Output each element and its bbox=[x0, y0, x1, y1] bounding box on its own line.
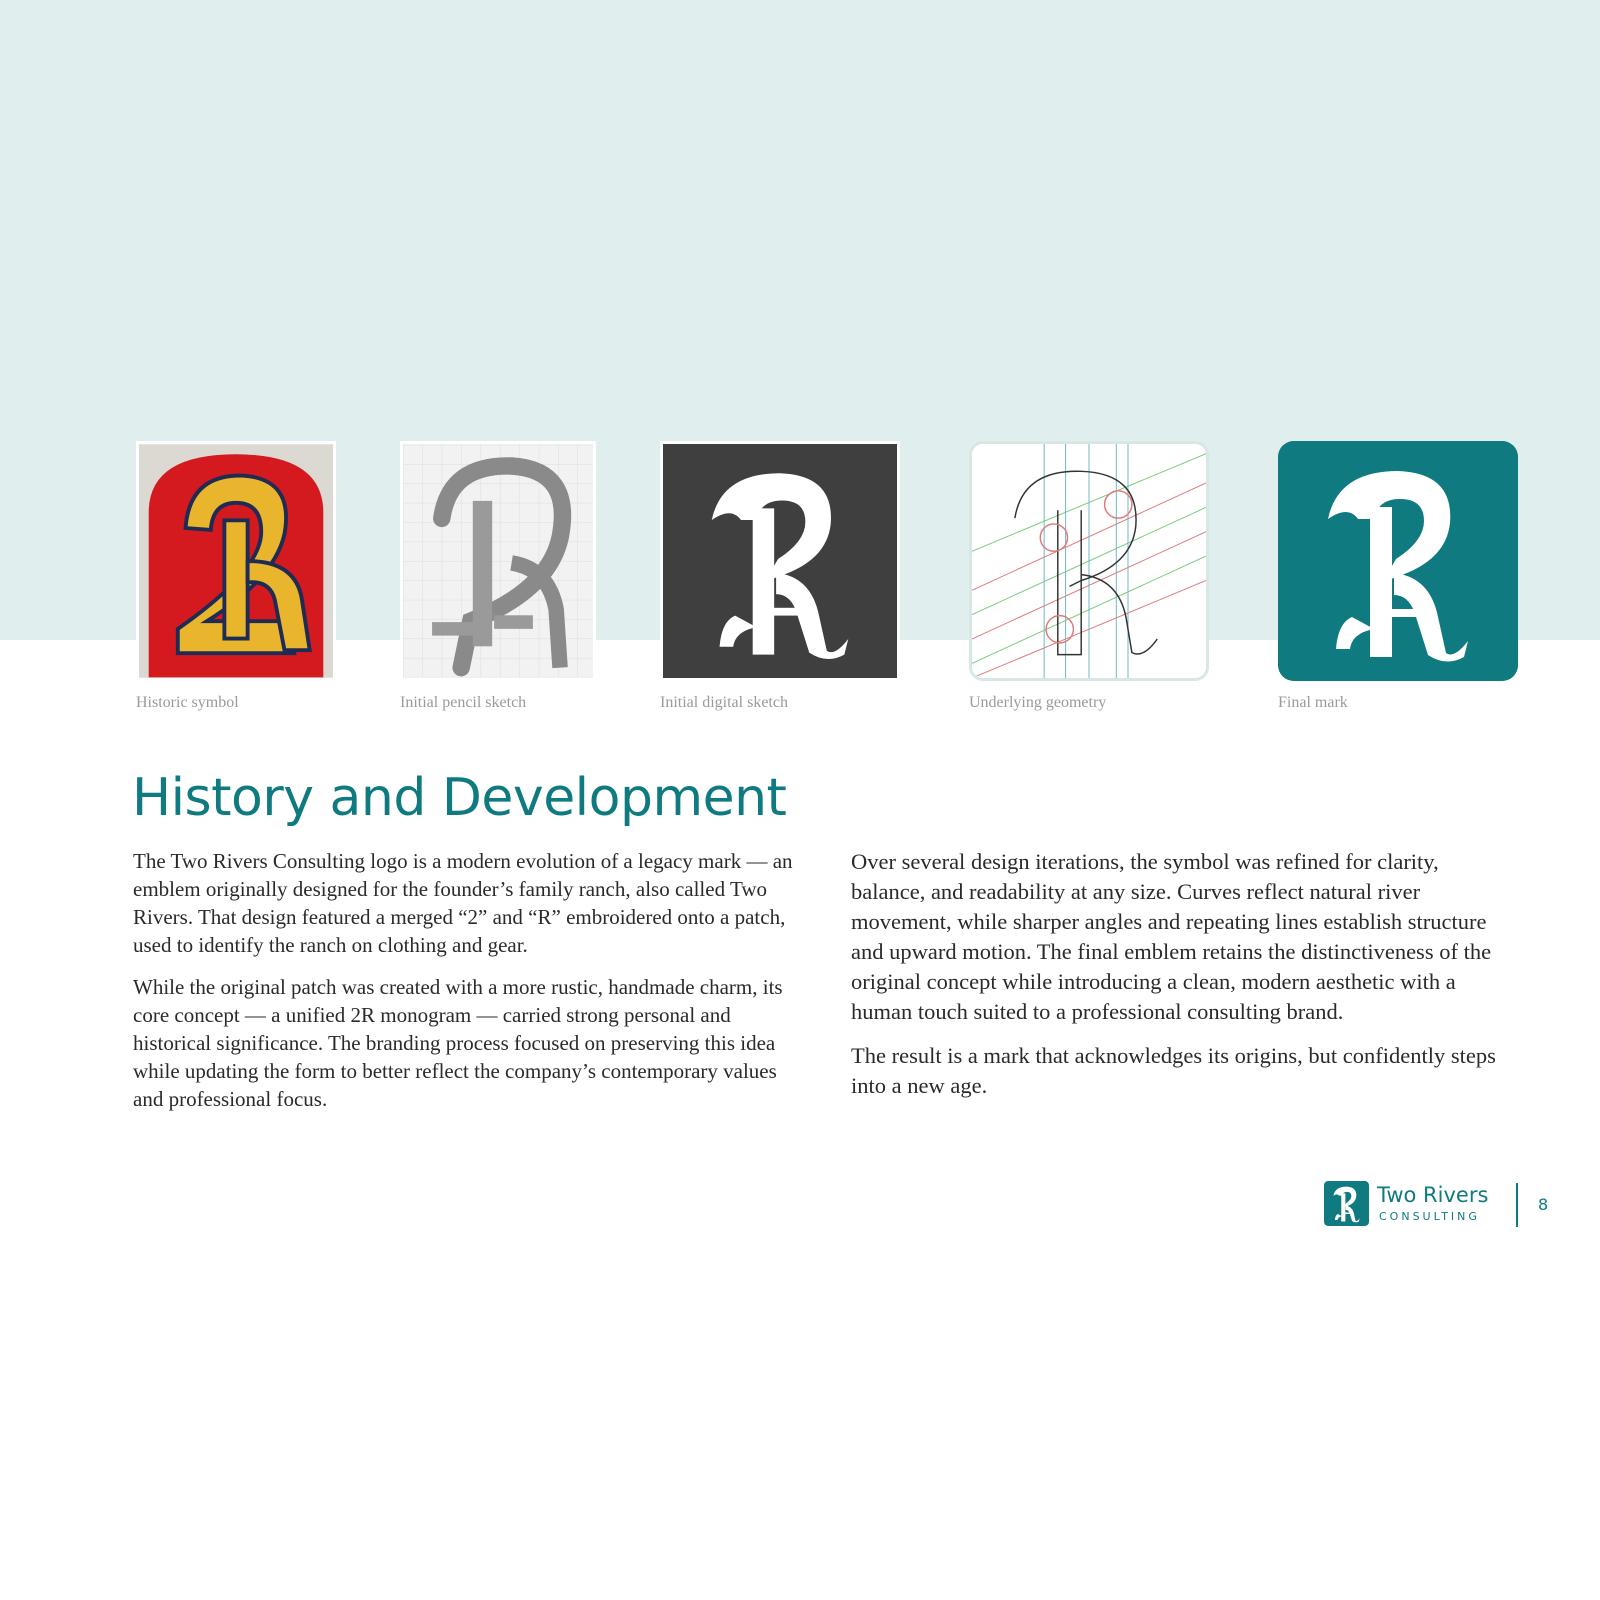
gallery-item-digital-sketch bbox=[660, 441, 900, 712]
geometry-image bbox=[969, 441, 1209, 681]
gallery-caption: Final mark bbox=[1278, 694, 1348, 711]
pencil-sketch-image bbox=[400, 441, 596, 681]
gallery-caption: Underlying geometry bbox=[969, 694, 1107, 711]
gallery-item-geometry bbox=[969, 441, 1209, 712]
gallery-item-final-mark bbox=[1278, 441, 1518, 712]
final-mark-image bbox=[1278, 441, 1518, 681]
digital-sketch-image bbox=[660, 441, 900, 681]
gallery-item-historic-symbol bbox=[136, 441, 336, 712]
footer-divider bbox=[1516, 1183, 1518, 1227]
paragraph: The result is a mark that acknowledges its origins, but confidently steps into a new age. bbox=[851, 1043, 1496, 1098]
paragraph: The Two Rivers Consulting logo is a modern evolution of a legacy mark — an emblem originally designed for the founder’s family ranch, also called Two Rivers. That design featured a merged “2” and “R” embroidered onto a patch, used to identify the ranch on clothing and gear. bbox=[133, 849, 793, 957]
section-heading: History and Development bbox=[132, 768, 787, 828]
paragraph: While the original patch was created with a more rustic, handmade charm, its core concept — a unified 2R monogram — carried strong personal and historical significance. The branding process focused on preserving this idea while updating the form to better reflect the company’s contemporary values and professional focus. bbox=[133, 975, 783, 1111]
gallery-caption: Historic symbol bbox=[136, 694, 239, 711]
gallery-caption: Initial pencil sketch bbox=[400, 694, 527, 711]
historic-patch-image bbox=[136, 441, 336, 681]
page-number: 8 bbox=[1538, 1195, 1549, 1214]
body-column-left bbox=[133, 847, 793, 1127]
brand-name: Two Rivers bbox=[1377, 1183, 1489, 1207]
brand-tagline: CONSULTING bbox=[1379, 1210, 1480, 1223]
gallery-caption: Initial digital sketch bbox=[660, 694, 788, 711]
body-column-right bbox=[851, 847, 1506, 1115]
paragraph: Over several design iterations, the symbol was refined for clarity, balance, and readability at any size. Curves reflect natural river movement, while sharper angles and repeating lines establish structure and upward motion. The final emblem retains the distinctiveness of the original concept while introducing a clean, modern aesthetic with a human touch suited to a professional consulting brand. bbox=[851, 849, 1492, 1024]
brand-logo-icon bbox=[1324, 1181, 1369, 1226]
gallery-item-pencil-sketch bbox=[400, 441, 596, 712]
